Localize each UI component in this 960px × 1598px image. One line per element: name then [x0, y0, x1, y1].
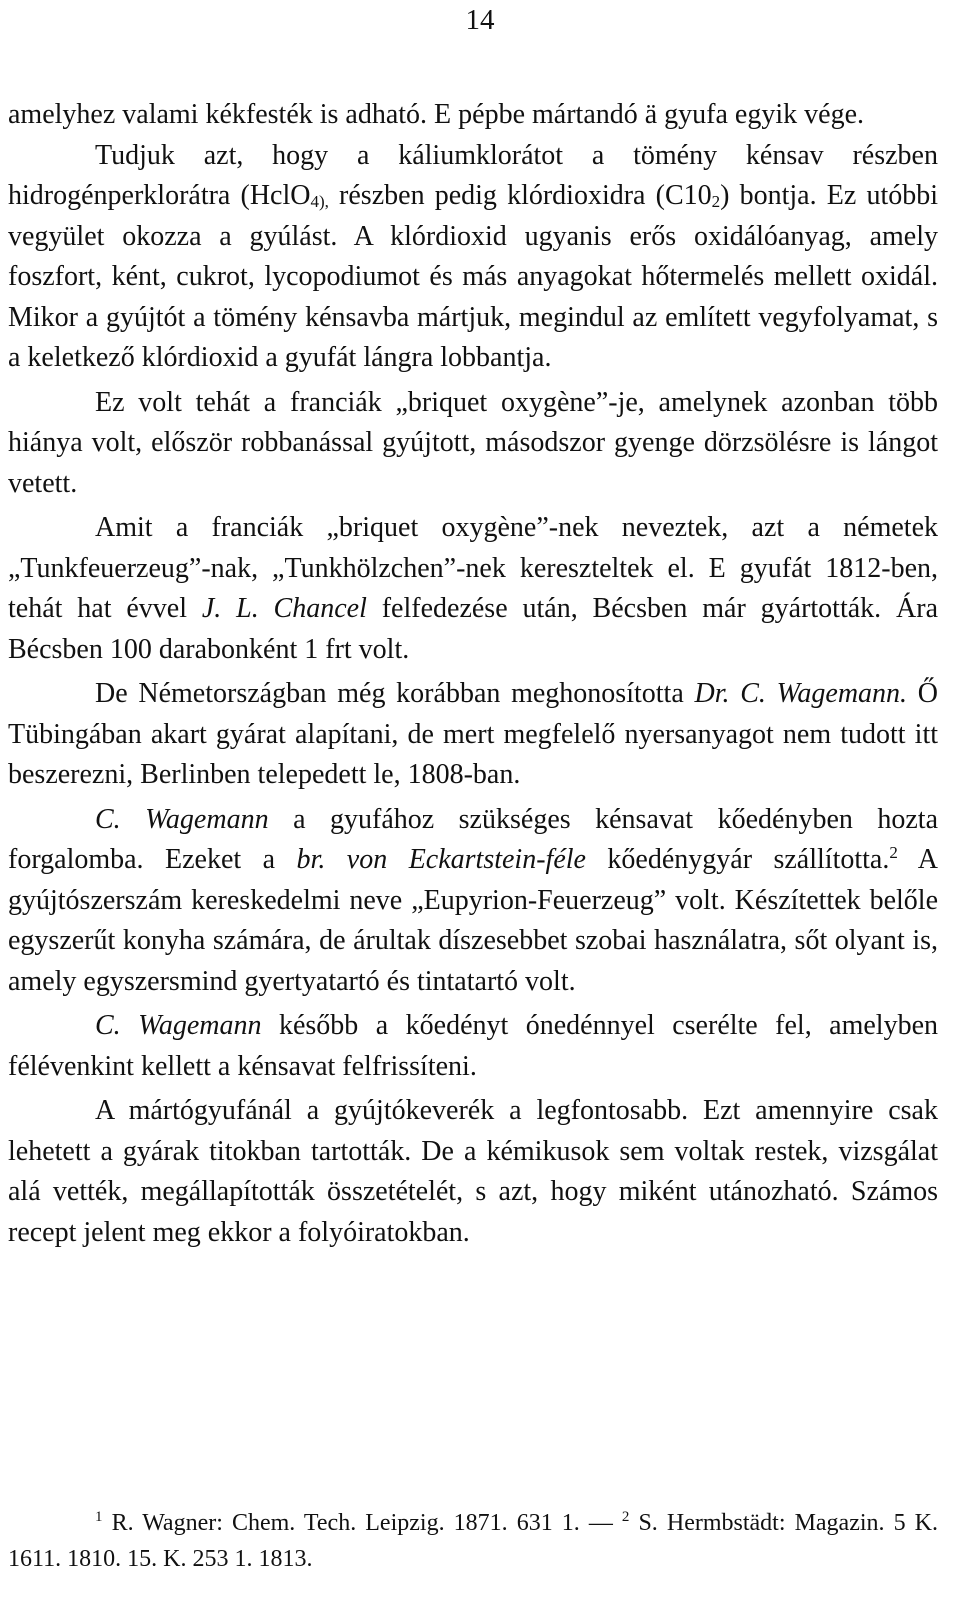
- footnote-1-number: 1: [95, 1509, 103, 1525]
- footnote-2-number: 2: [621, 1509, 630, 1525]
- paragraph-8: A mártógyufánál a gyújtókeverék a legfontosabb. Ezt amennyire csak lehetett a gyárak titokban tartották. De a kémikusok sem voltak restek, vizsgálat alá vették, megállapították összetételét, s azt, hogy miként utánozható. Számos recept jelent meg ekkor a folyóiratokban.: [8, 1095, 938, 1248]
- body-text: [8, 95, 938, 1253]
- paragraph-6: C. Wagemann a gyufához szükséges kénsavat kőedényben hozta forgalomba. Ezeket a br. von Eckartstein-féle kőedénygyár szállította.$^2$ A gyújtószerszám kereskedelmi neve „Eupyrion-Feuerzeug” volt. Készítettek belőle egyszerűt konyha számára, de árultak díszesebbet szobai használatra, sőt olyant is, amely egyszersmind gyertyatartó és tintatartó volt.: [8, 803, 938, 997]
- paragraph-3: Ez volt tehát a franciák „briquet oxygène”-je, amelynek azonban több hiánya volt, először robbanással gyújtott, másodszor gyenge dörzsölésre is lángot vetett.: [8, 386, 938, 499]
- paragraph-2: Tudjuk azt, hogy a káliumklorátot a tömény kénsav részben hidrogénperklorátra (HclO$_{4),}$ részben pedig klórdioxidra $(C10_2)$ bontja. Ez utóbbi vegyület okozza a gyúlást. A klórdioxid ugyanis erős oxidálóanyag, amely foszfort, ként, cukrot, lycopodiumot és más anyagokat hőtermelés mellett oxidál. Mikor a gyújtót a tömény kénsavba mártjuk, megindul az említett vegyfolyamat, s a keletkező klórdioxid a gyufát lángra lobbantja.: [8, 139, 938, 373]
- footnotes: [8, 1505, 938, 1577]
- person-name: J. L. Chancel: [201, 593, 367, 624]
- paragraph-1: amelyhez valami kékfesték is adható. E pépbe mártandó ä gyufa egyik vége.: [8, 99, 864, 130]
- footnote-1-text: R. Wagner: Chem. Tech. Leipzig. 1871. 631 1. —: [102, 1510, 622, 1536]
- footnote-ref: 2: [889, 843, 898, 862]
- person-name: C. Wagemann: [95, 803, 269, 835]
- person-name: C. Wagemann: [95, 1010, 262, 1041]
- paragraph-5: De Németországban még korábban meghonosította Dr. C. Wagemann. Ő Tübingában akart gyárat alapítani, de mert megfelelő nyersanyagot nem tudott itt beszerezni, Berlinben telepedett le, 1808-ban.: [8, 678, 938, 790]
- paragraph-4: Amit a franciák „briquet oxygène”-nek neveztek, azt a németek „Tunkfeuerzeug”-nak, „Tunkhölzchen”-nek kereszteltek el. E gyufát 1812-ben, tehát hat évvel J. L. Chancel felfedezése után, Bécsben már gyártották. Ára Bécsben 100 darabonként 1 frt volt.: [8, 512, 938, 665]
- footnote-2-text: S. Hermbstädt: Magazin. 5 K. 1611. 1810. 15. K. 253 1. 1813.: [8, 1510, 938, 1572]
- company-name: br. von Eckartstein-féle: [296, 844, 586, 875]
- paragraph-7: C. Wagemann később a kőedényt ónedénnyel cserélte fel, amelyben félévenkint kellett a kénsavat felfrissíteni.: [8, 1010, 939, 1082]
- page-number: 14: [465, 4, 495, 36]
- person-name: Dr. C. Wagemann.: [694, 678, 908, 709]
